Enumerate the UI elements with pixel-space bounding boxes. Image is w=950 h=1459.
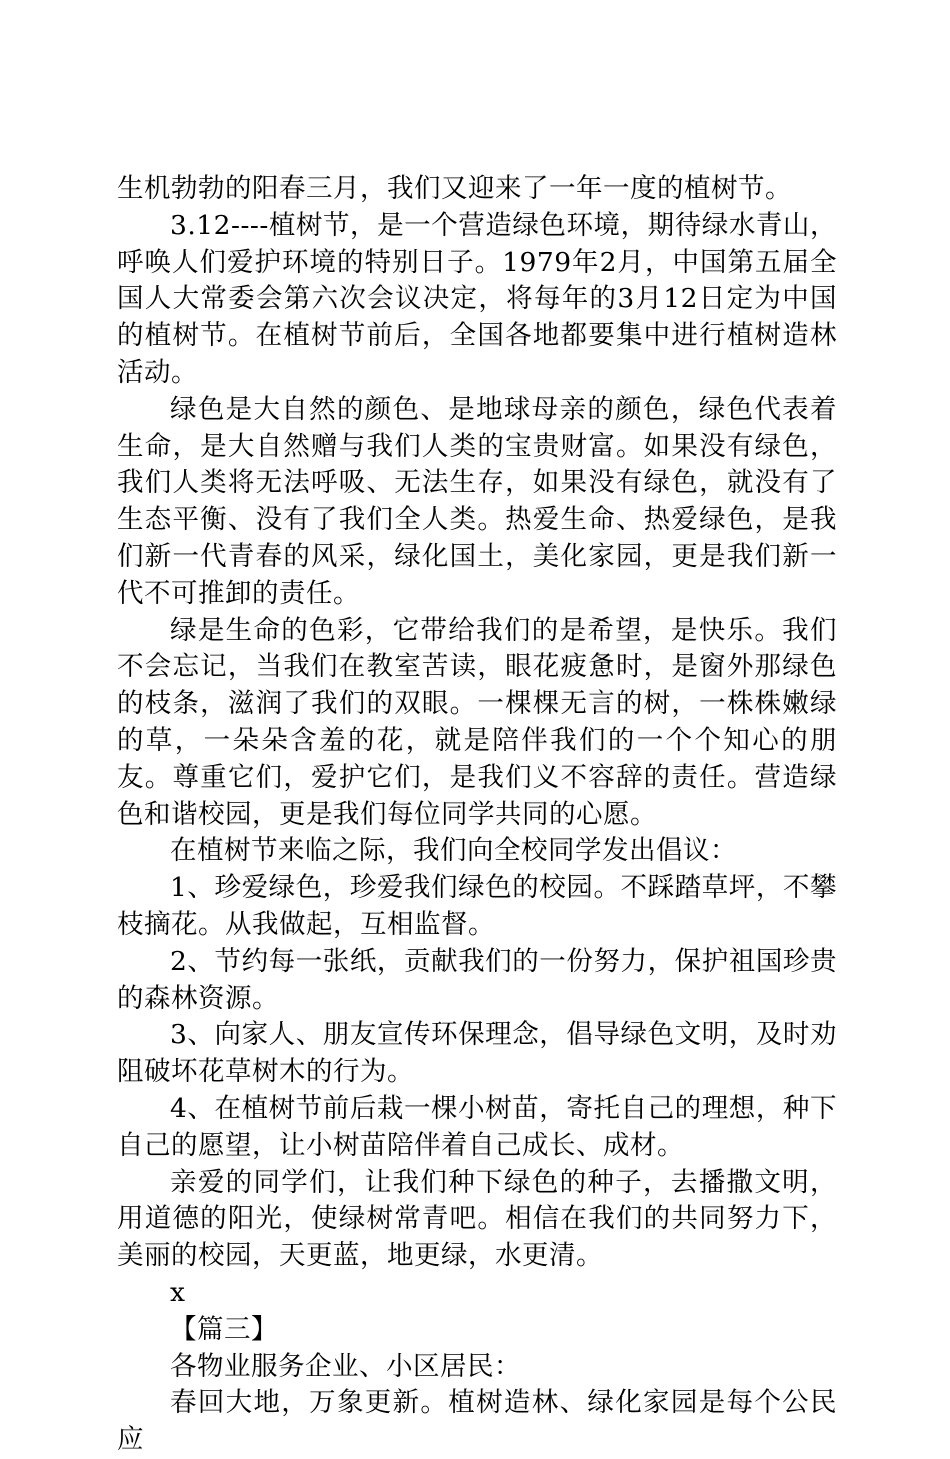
list-item-proposal-3: 3、向家人、朋友宣传环保理念，倡导绿色文明，及时劝阻破坏花草树木的行为。 — [117, 1019, 837, 1088]
paragraph-spring: 春回大地，万象更新。植树造林、绿化家园是每个公民应 — [117, 1387, 837, 1456]
paragraph-green-life: 绿是生命的色彩，它带给我们的是希望，是快乐。我们不会忘记，当我们在教室苦读，眼花疲惫时，是窗外那绿色的枝条，滋润了我们的双眼。一棵棵无言的树，一株株嫩绿的草，一朵朵含羞的花，就是陪伴我们的一个个知心的朋友。尊重它们，爱护它们，是我们义不容辞的责任。营造绿色和谐校园，更是我们每位同学共同的心愿。 — [117, 614, 837, 830]
document-body — [117, 171, 837, 1459]
paragraph-green-nature: 绿色是大自然的颜色、是地球母亲的颜色，绿色代表着生命，是大自然赠与我们人类的宝贵财富。如果没有绿色，我们人类将无法呼吸、无法生存，如果没有绿色，就没有了生态平衡、没有了我们全人类。热爱生命、热爱绿色，是我们新一代青春的风采，绿化国土，美化家园，更是我们新一代不可推卸的责任。 — [117, 393, 837, 609]
paragraph-arbor-day: 3.12----植树节，是一个营造绿色环境，期待绿水青山，呼唤人们爱护环境的特别日子。1979年2月，中国第五届全国人大常委会第六次会议决定，将每年的3月12日定为中国的植树节。在植树节前后，全国各地都要集中进行植树造林活动。 — [117, 209, 837, 388]
list-item-proposal-1: 1、珍爱绿色，珍爱我们绿色的校园。不踩踏草坪，不攀枝摘花。从我做起，互相监督。 — [117, 872, 837, 940]
salutation: 各物业服务企业、小区居民： — [170, 1350, 521, 1382]
section-heading: 【篇三】 — [170, 1313, 278, 1345]
paragraph-proposal-intro: 在植树节来临之际，我们向全校同学发出倡议： — [170, 835, 737, 867]
list-item-proposal-2: 2、节约每一张纸，贡献我们的一份努力，保护祖国珍贵的森林资源。 — [117, 945, 837, 1014]
paragraph-closing: 亲爱的同学们，让我们种下绿色的种子，去播撒文明，用道德的阳光，使绿树常青吧。相信在我们的共同努力下，美丽的校园，天更蓝，地更绿，水更清。 — [117, 1166, 837, 1272]
paragraph-intro: 生机勃勃的阳春三月，我们又迎来了一年一度的植树节。 — [117, 173, 792, 204]
list-item-proposal-4: 4、在植树节前后栽一棵小树苗，寄托自己的理想，种下自己的愿望，让小树苗陪伴着自己成长、成材。 — [117, 1092, 837, 1161]
stray-mark: x — [170, 1276, 186, 1308]
